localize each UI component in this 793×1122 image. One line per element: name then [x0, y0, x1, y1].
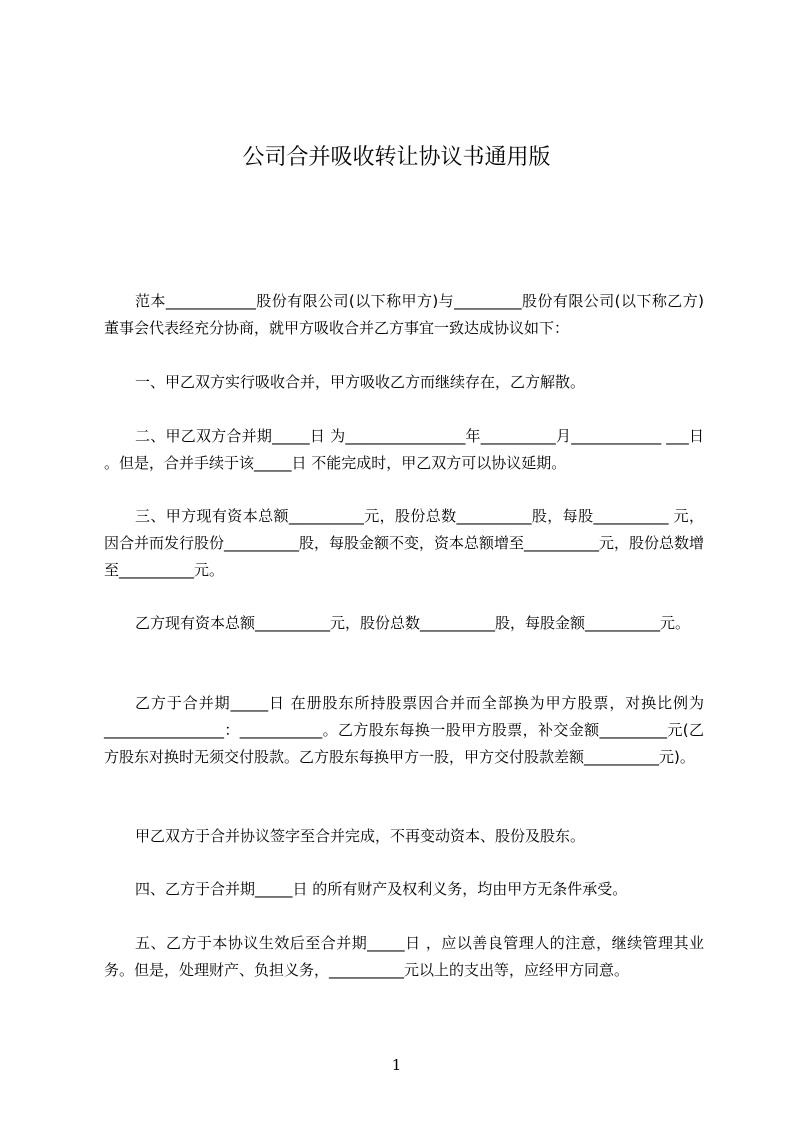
- paragraph-article-1: 一、甲乙双方实行吸收合并，甲方吸收乙方而继续存在，乙方解散。: [135, 373, 586, 391]
- page-number: 1: [391, 1056, 402, 1074]
- paragraph-article-5: 五、乙方于本协议生效后至合并期_____日 ，应以善良管理人的注意，继续管理其业务。但是，处理财产、负担义务，__________元以上的支出等，应经甲方同意。: [104, 934, 704, 979]
- paragraph-preamble: 范本____________股份有限公司(以下称甲方)与_________股份有限公司(以下称乙方)董事会代表经充分协商，就甲方吸收合并乙方事宜一致达成协议如下：: [104, 292, 704, 337]
- paragraph-article-4: 四、乙方于合并期_____日 的所有财产及权利义务，均由甲方无条件承受。: [135, 880, 628, 898]
- paragraph-article-3: 三、甲方现有资本总额__________元，股份总数__________股，每股__________ 元，因合并而发行股份__________股，每股金额不变，资本总额增至__________元，股份总数增至__________元。: [104, 507, 705, 579]
- paragraph-share-exchange: 乙方于合并期_____日 在册股东所持股票因合并而全部换为甲方股票，对换比例为________________：___________。乙方股东每换一股甲方股票，补交金额_________元(乙方股东对换时无须交付股款。乙方股东每换甲方一股，甲方交付股款差额__________元)。: [104, 694, 704, 766]
- paragraph-no-change: 甲乙双方于合并协议签字至合并完成，不再变动资本、股份及股东。: [135, 827, 586, 845]
- paragraph-article-2: 二、甲乙双方合并期_____日 为________________年__________月____________ ___日 。但是，合并手续于该_____日 不能完成时，甲乙双方可以协议延期。: [104, 427, 704, 472]
- paragraph-party-b-capital: 乙方现有资本总额__________元，股份总数__________股，每股金额__________元。: [135, 614, 691, 632]
- document-title: 公司合并吸收转让协议书通用版: [242, 145, 551, 170]
